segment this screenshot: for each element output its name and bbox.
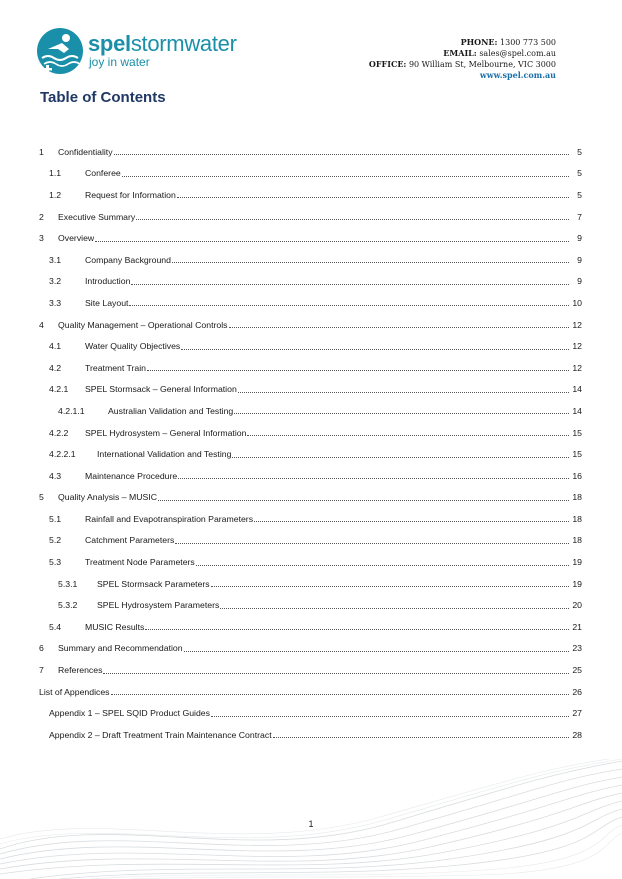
toc-entry-page: 20 [572,600,582,611]
toc-entry-page: 7 [577,211,582,222]
toc-entry-title: SPEL Hydrosystem Parameters [97,600,220,611]
toc-entry-title: Rainfall and Evapotranspiration Parameters [85,513,254,524]
toc-entry-number: 5.3.2 [58,600,78,611]
toc-entry-page: 9 [577,233,582,244]
toc-entry-page: 18 [572,535,582,546]
company-logo [36,27,236,77]
contact-phone [369,37,556,48]
toc-entry[interactable] [39,422,582,444]
toc-entry[interactable] [39,616,582,638]
toc-entry-number: 3.3 [49,297,62,308]
toc-entry[interactable] [39,638,582,660]
toc-entry-page: 27 [572,708,582,719]
toc-entry-number: 2 [39,211,44,222]
toc-entry-title: References [58,665,103,676]
toc-entry[interactable] [39,141,582,163]
toc-dot-leader [238,392,569,393]
toc-entry-number: 4.1 [49,341,62,352]
toc-entry-page: 12 [572,319,582,330]
toc-entry-title: Water Quality Objectives [85,341,181,352]
toc-entry-page: 23 [572,643,582,654]
toc-entry-page: 10 [572,297,582,308]
toc-entry[interactable] [39,487,582,509]
toc-entry-number: 3 [39,233,44,244]
toc-entry-number: 4.2.2 [49,427,69,438]
toc-dot-leader [229,327,570,328]
toc-entry-number: 1.1 [49,168,62,179]
toc-entry[interactable] [39,702,582,724]
swimmer-logo-icon [36,27,84,75]
toc-entry-page: 18 [572,492,582,503]
toc-entry-number: 4 [39,319,44,330]
toc-dot-leader [181,349,569,350]
toc-entry-title: Conferee [85,168,121,179]
toc-dot-leader [103,673,569,674]
toc-entry-title: SPEL Stormsack – General Information [85,384,237,395]
toc-dot-leader [158,500,569,501]
toc-entry-title: Introduction [85,276,131,287]
toc-dot-leader [184,651,569,652]
toc-entry-title: Quality Management – Operational Controls [58,319,228,330]
toc-entry[interactable] [39,681,582,703]
toc-dot-leader [131,284,569,285]
toc-entry-page: 12 [572,362,582,373]
table-of-contents [39,141,582,746]
toc-entry[interactable] [39,724,582,746]
toc-entry[interactable] [39,335,582,357]
toc-entry-page: 21 [572,621,582,632]
toc-dot-leader [122,176,569,177]
toc-entry-page: 5 [577,168,582,179]
contact-email [369,48,556,59]
toc-entry[interactable] [39,184,582,206]
toc-entry-number: 5 [39,492,44,503]
toc-entry-page: 28 [572,729,582,740]
toc-entry-page: 19 [572,557,582,568]
toc-entry[interactable] [39,530,582,552]
toc-entry[interactable] [39,227,582,249]
toc-entry-number: 1.2 [49,189,62,200]
toc-entry[interactable] [39,249,582,271]
toc-dot-leader [273,737,569,738]
brand-name-light: stormwater [130,31,237,56]
contact-block [369,37,556,80]
toc-dot-leader [147,370,569,371]
toc-entry-title: Overview [58,233,95,244]
toc-entry-number: 4.2.1.1 [58,405,85,416]
toc-entry-title: Treatment Train [85,362,146,373]
toc-entry-number: 5.4 [49,621,62,632]
toc-entry-title: Australian Validation and Testing [108,405,234,416]
toc-entry-number: 5.1 [49,513,62,524]
toc-dot-leader [136,219,569,220]
toc-dot-leader [178,478,569,479]
toc-entry-number: 1 [39,146,44,157]
toc-entry-page: 18 [572,513,582,524]
toc-entry-page: 5 [577,189,582,200]
toc-entry-number: 4.2 [49,362,62,373]
toc-entry-title: Catchment Parameters [85,535,175,546]
toc-entry-number: 3.1 [49,254,62,265]
toc-dot-leader [220,608,569,609]
office-value: 90 William St, Melbourne, VIC 3000 [408,60,556,69]
phone-label: PHONE: [460,37,498,47]
toc-entry[interactable] [39,443,582,465]
phone-value: 1300 773 500 [500,38,556,47]
toc-dot-leader [145,629,569,630]
toc-entry-title: SPEL Stormsack Parameters [97,578,210,589]
toc-dot-leader [111,694,569,695]
toc-entry-page: 26 [572,686,582,697]
toc-entry-title: Summary and Recommendation [58,643,183,654]
page-title: Table of Contents [40,89,166,106]
toc-entry-number: 7 [39,665,44,676]
toc-entry-number: 6 [39,643,44,654]
toc-dot-leader [175,543,569,544]
toc-entry-page: 14 [572,405,582,416]
toc-entry-title: Executive Summary [58,211,136,222]
toc-dot-leader [247,435,569,436]
toc-entry[interactable] [39,573,582,595]
contact-office [369,59,556,70]
office-label: OFFICE: [368,59,407,69]
toc-entry-page: 14 [572,384,582,395]
toc-entry-number: 4.2.2.1 [49,449,76,460]
toc-entry-number: 4.2.1 [49,384,69,395]
toc-entry[interactable] [39,551,582,573]
toc-entry[interactable] [39,206,582,228]
page-number: 1 [308,819,314,829]
website-link[interactable]: www.spel.com.au [479,70,556,80]
toc-entry-number: 5.2 [49,535,62,546]
toc-dot-leader [211,586,569,587]
toc-entry-title: Request for Information [85,189,176,200]
toc-entry[interactable] [39,292,582,314]
toc-dot-leader [254,521,569,522]
toc-entry-title: MUSIC Results [85,621,145,632]
toc-entry[interactable] [39,314,582,336]
toc-entry-title: Maintenance Procedure [85,470,178,481]
toc-entry-page: 19 [572,578,582,589]
toc-entry-page: 9 [577,254,582,265]
toc-entry-title: Site Layout [85,297,129,308]
toc-entry[interactable] [39,379,582,401]
toc-entry-page: 9 [577,276,582,287]
toc-entry-page: 5 [577,146,582,157]
toc-dot-leader [95,241,569,242]
toc-entry-number: 3.2 [49,276,62,287]
toc-entry-number: 4.3 [49,470,62,481]
brand-name-bold: spel [88,31,131,56]
toc-entry-title: International Validation and Testing [97,449,232,460]
toc-entry-title: List of Appendices [39,686,110,697]
email-label: EMAIL: [443,48,477,58]
toc-entry-title: Quality Analysis – MUSIC [58,492,157,503]
toc-entry-number: 5.3.1 [58,578,78,589]
toc-entry[interactable] [39,594,582,616]
toc-dot-leader [177,197,569,198]
toc-dot-leader [234,413,569,414]
toc-entry[interactable] [39,357,582,379]
toc-entry-number: 5.3 [49,557,62,568]
toc-dot-leader [211,716,569,717]
toc-entry-title: Appendix 1 – SPEL SQID Product Guides [49,708,210,719]
toc-entry-page: 12 [572,341,582,352]
toc-entry[interactable] [39,465,582,487]
toc-dot-leader [114,154,569,155]
brand-tagline: joy in water [89,55,150,69]
toc-entry-title: SPEL Hydrosystem – General Information [85,427,247,438]
toc-entry[interactable] [39,163,582,185]
email-value[interactable]: sales@spel.com.au [479,49,556,58]
toc-entry[interactable] [39,659,582,681]
toc-entry[interactable] [39,508,582,530]
toc-entry-page: 15 [572,449,582,460]
toc-entry-page: 16 [572,470,582,481]
toc-dot-leader [196,565,569,566]
toc-entry-title: Confidentiality [58,146,113,157]
toc-entry[interactable] [39,271,582,293]
brand-name [88,33,237,55]
toc-dot-leader [172,262,569,263]
toc-entry[interactable] [39,400,582,422]
toc-entry-page: 15 [572,427,582,438]
toc-dot-leader [129,305,569,306]
toc-entry-title: Appendix 2 – Draft Treatment Train Maintenance Contract [49,729,272,740]
toc-entry-page: 25 [572,665,582,676]
toc-entry-title: Company Background [85,254,171,265]
toc-entry-title: Treatment Node Parameters [85,557,195,568]
toc-dot-leader [232,457,569,458]
